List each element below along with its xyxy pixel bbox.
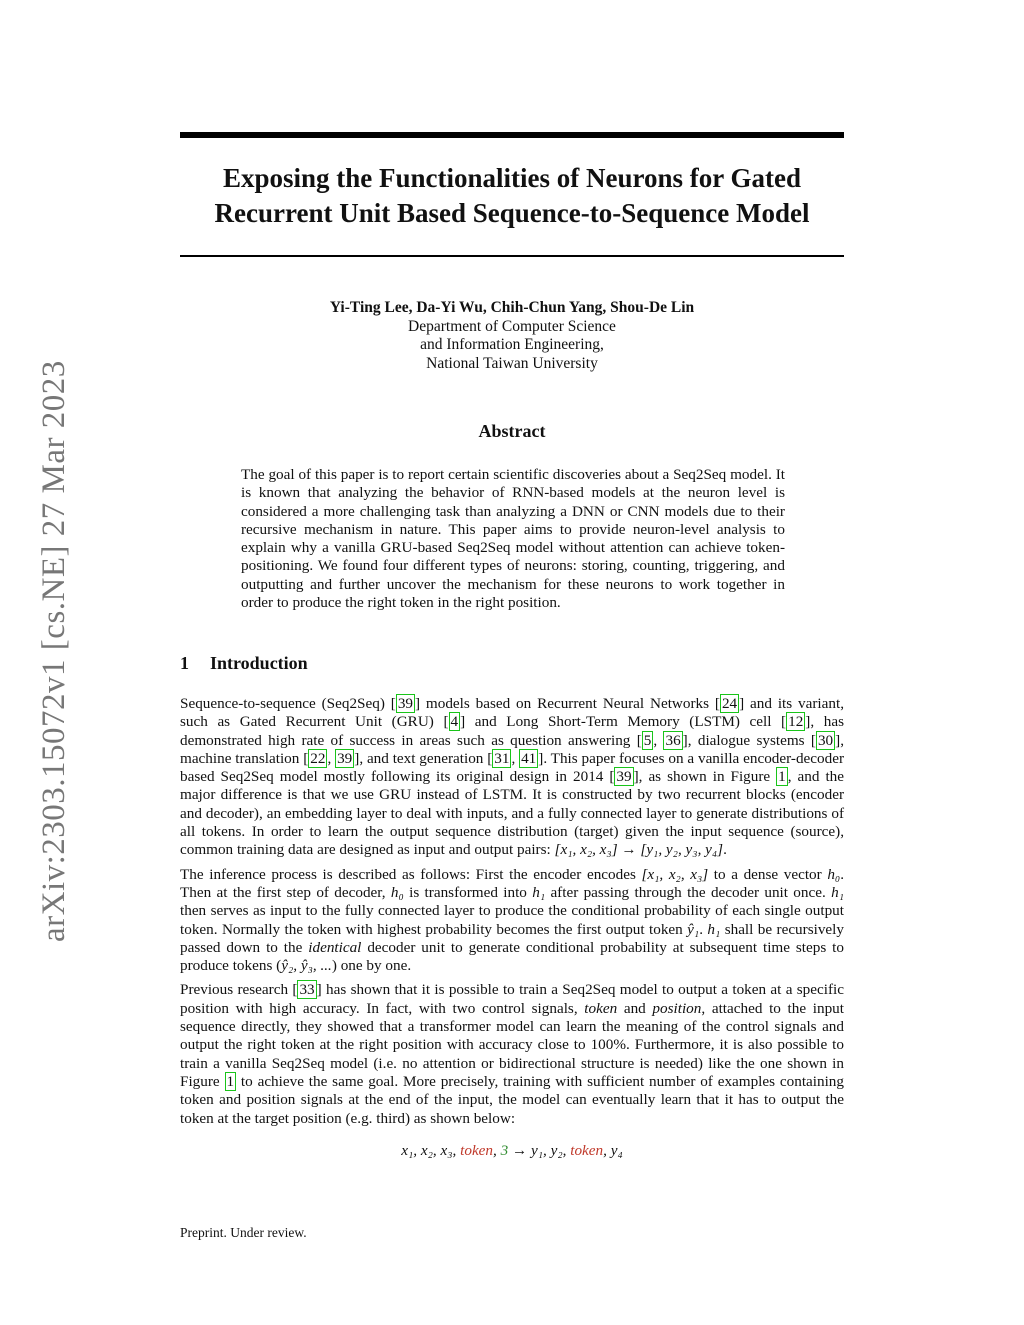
citation-link[interactable]: 39	[616, 768, 632, 786]
intro-paragraph-3	[180, 981, 844, 1127]
title-top-rule	[180, 132, 844, 138]
text-run: then serves as input to the fully connected layer to produce the conditional probability of each single output token. Normally the token with highest probability becomes the first output token	[180, 902, 844, 938]
text-run: to achieve the same goal. More precisely, training with sufficient number of examples containing token and position signals at the end of the input, the model can eventually learn that it has to output the token at the target position (e.g. third) as shown below:	[180, 1072, 844, 1127]
text-run: ]. This paper focuses on a vanilla encoder-decoder based Seq2Seq model mostly following its original design in 2014 [	[180, 749, 844, 786]
citation-link[interactable]: 5	[643, 731, 652, 749]
math-inline: ŷ₂, ŷ₃, ...	[281, 957, 332, 975]
section-title: Introduction	[210, 653, 308, 673]
math-inline: , y₄	[603, 1141, 623, 1159]
text-run: ,	[653, 731, 664, 749]
footer-note: Preprint. Under review.	[180, 1225, 307, 1240]
text-run: ], machine translation [	[180, 731, 844, 767]
intro-paragraph-2	[180, 866, 844, 976]
text-run: ) one by one.	[331, 957, 412, 975]
intro-paragraph-1	[180, 695, 844, 860]
citation-link[interactable]: 33	[299, 981, 315, 999]
title-bottom-rule	[180, 255, 844, 257]
token-signal: token	[460, 1141, 494, 1159]
token-output: token	[570, 1141, 604, 1159]
math-inline: [x₁, x₂, x₃]	[641, 865, 709, 883]
text-run: ] and Long Short-Term Memory (LSTM) cell [	[460, 713, 787, 731]
text-run: . Then at the first step of decoder,	[180, 865, 844, 901]
section-heading-introduction	[180, 653, 308, 674]
display-equation	[180, 1142, 844, 1160]
position-signal: 3	[500, 1141, 509, 1159]
text-run: ], has demonstrated high rate of success in areas such as question answering [	[180, 713, 845, 749]
math-inline: h₀	[827, 865, 841, 883]
author-names: Yi-Ting Lee, Da-Yi Wu, Chih-Chun Yang, Shou-De Lin	[329, 299, 695, 316]
emphasis-text: identical	[308, 938, 362, 956]
citation-link[interactable]: 39	[397, 695, 413, 712]
text-run: ] and its variant, such as Gated Recurrent Unit (GRU) [	[180, 695, 844, 731]
text-run: ], dialogue systems [	[682, 731, 816, 749]
figure-link[interactable]: 1	[226, 1072, 235, 1090]
text-run: ,	[511, 749, 520, 767]
paper-title	[180, 161, 844, 231]
text-run: .	[699, 920, 708, 938]
text-run: decoder unit to generate conditional probability at subsequent time steps to produce tokens (	[180, 938, 844, 975]
affiliation-line-1: Department of Computer Science	[408, 317, 616, 335]
text-run: after passing through the decoder unit once.	[545, 883, 832, 901]
text-run: shall be recursively passed down to the	[180, 920, 844, 956]
math-inline: h₁	[532, 883, 546, 901]
introduction-body	[180, 695, 844, 1160]
section-number: 1	[180, 653, 189, 673]
emphasis-text: position	[652, 999, 702, 1017]
math-inline: ŷ₁	[687, 920, 700, 938]
abstract-text: The goal of this paper is to report certain scientific discoveries about a Seq2Seq model. It is known that analyzing the behavior of RNN-based models at the neuron level is considered a more challenging task than analyzing a DNN or CNN models due to their recursive mechanism in nature. This paper aims to provide neuron-level analysis to explain why a vanilla GRU-based Seq2Seq model without attention can achieve token-positioning. We found four different types of neurons: storing, counting, triggering, and outputting and further uncover the mechanism for these neurons to work together in order to produce the right token in the right position.	[241, 466, 785, 612]
math-inline: ,	[493, 1141, 501, 1159]
affiliation-line-2: and Information Engineering,	[420, 336, 604, 353]
text-run: Sequence-to-sequence (Seq2Seq) [	[180, 695, 396, 712]
citation-link[interactable]: 4	[450, 713, 459, 731]
text-run: ,	[327, 749, 336, 767]
citation-link[interactable]: 24	[721, 695, 738, 712]
affiliation-line-3: National Taiwan University	[426, 354, 598, 372]
citation-link[interactable]: 30	[817, 731, 834, 749]
arxiv-sidebar-stamp: arXiv:2303.15072v1 [cs.NE] 27 Mar 2023	[36, 360, 72, 942]
math-inline: x₁, x₂, x₃,	[401, 1141, 461, 1159]
text-run: The inference process is described as follows: First the encoder encodes	[180, 865, 642, 883]
emphasis-text: token	[584, 999, 618, 1017]
math-inline: [x₁, x₂, x₃]	[554, 841, 618, 859]
figure-link[interactable]: 1	[778, 768, 786, 786]
title-line-1: Exposing the Functionalities of Neurons for Gated	[222, 163, 802, 193]
text-run: Previous research [	[180, 981, 298, 999]
math-inline: → y₁, y₂,	[508, 1141, 571, 1159]
citation-link[interactable]: 12	[788, 713, 804, 731]
citation-link[interactable]: 22	[310, 749, 326, 767]
math-inline: h₀	[390, 883, 404, 901]
text-run: ] models based on Recurrent Neural Networks [	[415, 695, 720, 712]
text-run: and	[617, 999, 653, 1017]
abstract-heading: Abstract	[478, 421, 546, 441]
citation-link[interactable]: 39	[337, 749, 353, 767]
text-run: ] has shown that it is possible to train a Seq2Seq model to output a token at a specific position with high accuracy. In fact, with two control signals,	[180, 981, 844, 1017]
text-run: to a dense vector	[708, 865, 828, 883]
text-run: is transformed into	[403, 883, 533, 901]
math-inline: → [y₁, y₂, y₃, y₄]	[621, 841, 724, 859]
math-inline: h₁	[707, 920, 721, 938]
text-run: , and the major difference is that we use GRU instead of LSTM. It is constructed by two recurrent blocks (encoder and decoder), an embedding layer to deal with inputs, and a fully connected layer to generate distributions of all tokens. In order to learn the output sequence distribution (target) given the input sequence (source), common training data are designed as input and output pairs:	[180, 768, 844, 859]
text-run: ], and text generation [	[354, 749, 493, 767]
text-run: .	[723, 841, 727, 859]
citation-link[interactable]: 41	[521, 749, 537, 767]
text-run: ], as shown in Figure	[633, 768, 777, 786]
title-line-2: Recurrent Unit Based Sequence-to-Sequence Model	[214, 198, 810, 228]
text-run: , attached to the input sequence directly, they showed that a transformer model can learn the meaning of the control signals and output the right token at the right position with accuracy close to 100%. Furthermore, it is also possible to train a vanilla Seq2Seq model (i.e. no attention or bidirectional structure is needed) like the one shown in Figure	[180, 999, 844, 1090]
citation-link[interactable]: 36	[665, 731, 681, 749]
author-block	[180, 299, 844, 373]
citation-link[interactable]: 31	[494, 749, 510, 767]
math-inline: h₁	[831, 883, 844, 901]
